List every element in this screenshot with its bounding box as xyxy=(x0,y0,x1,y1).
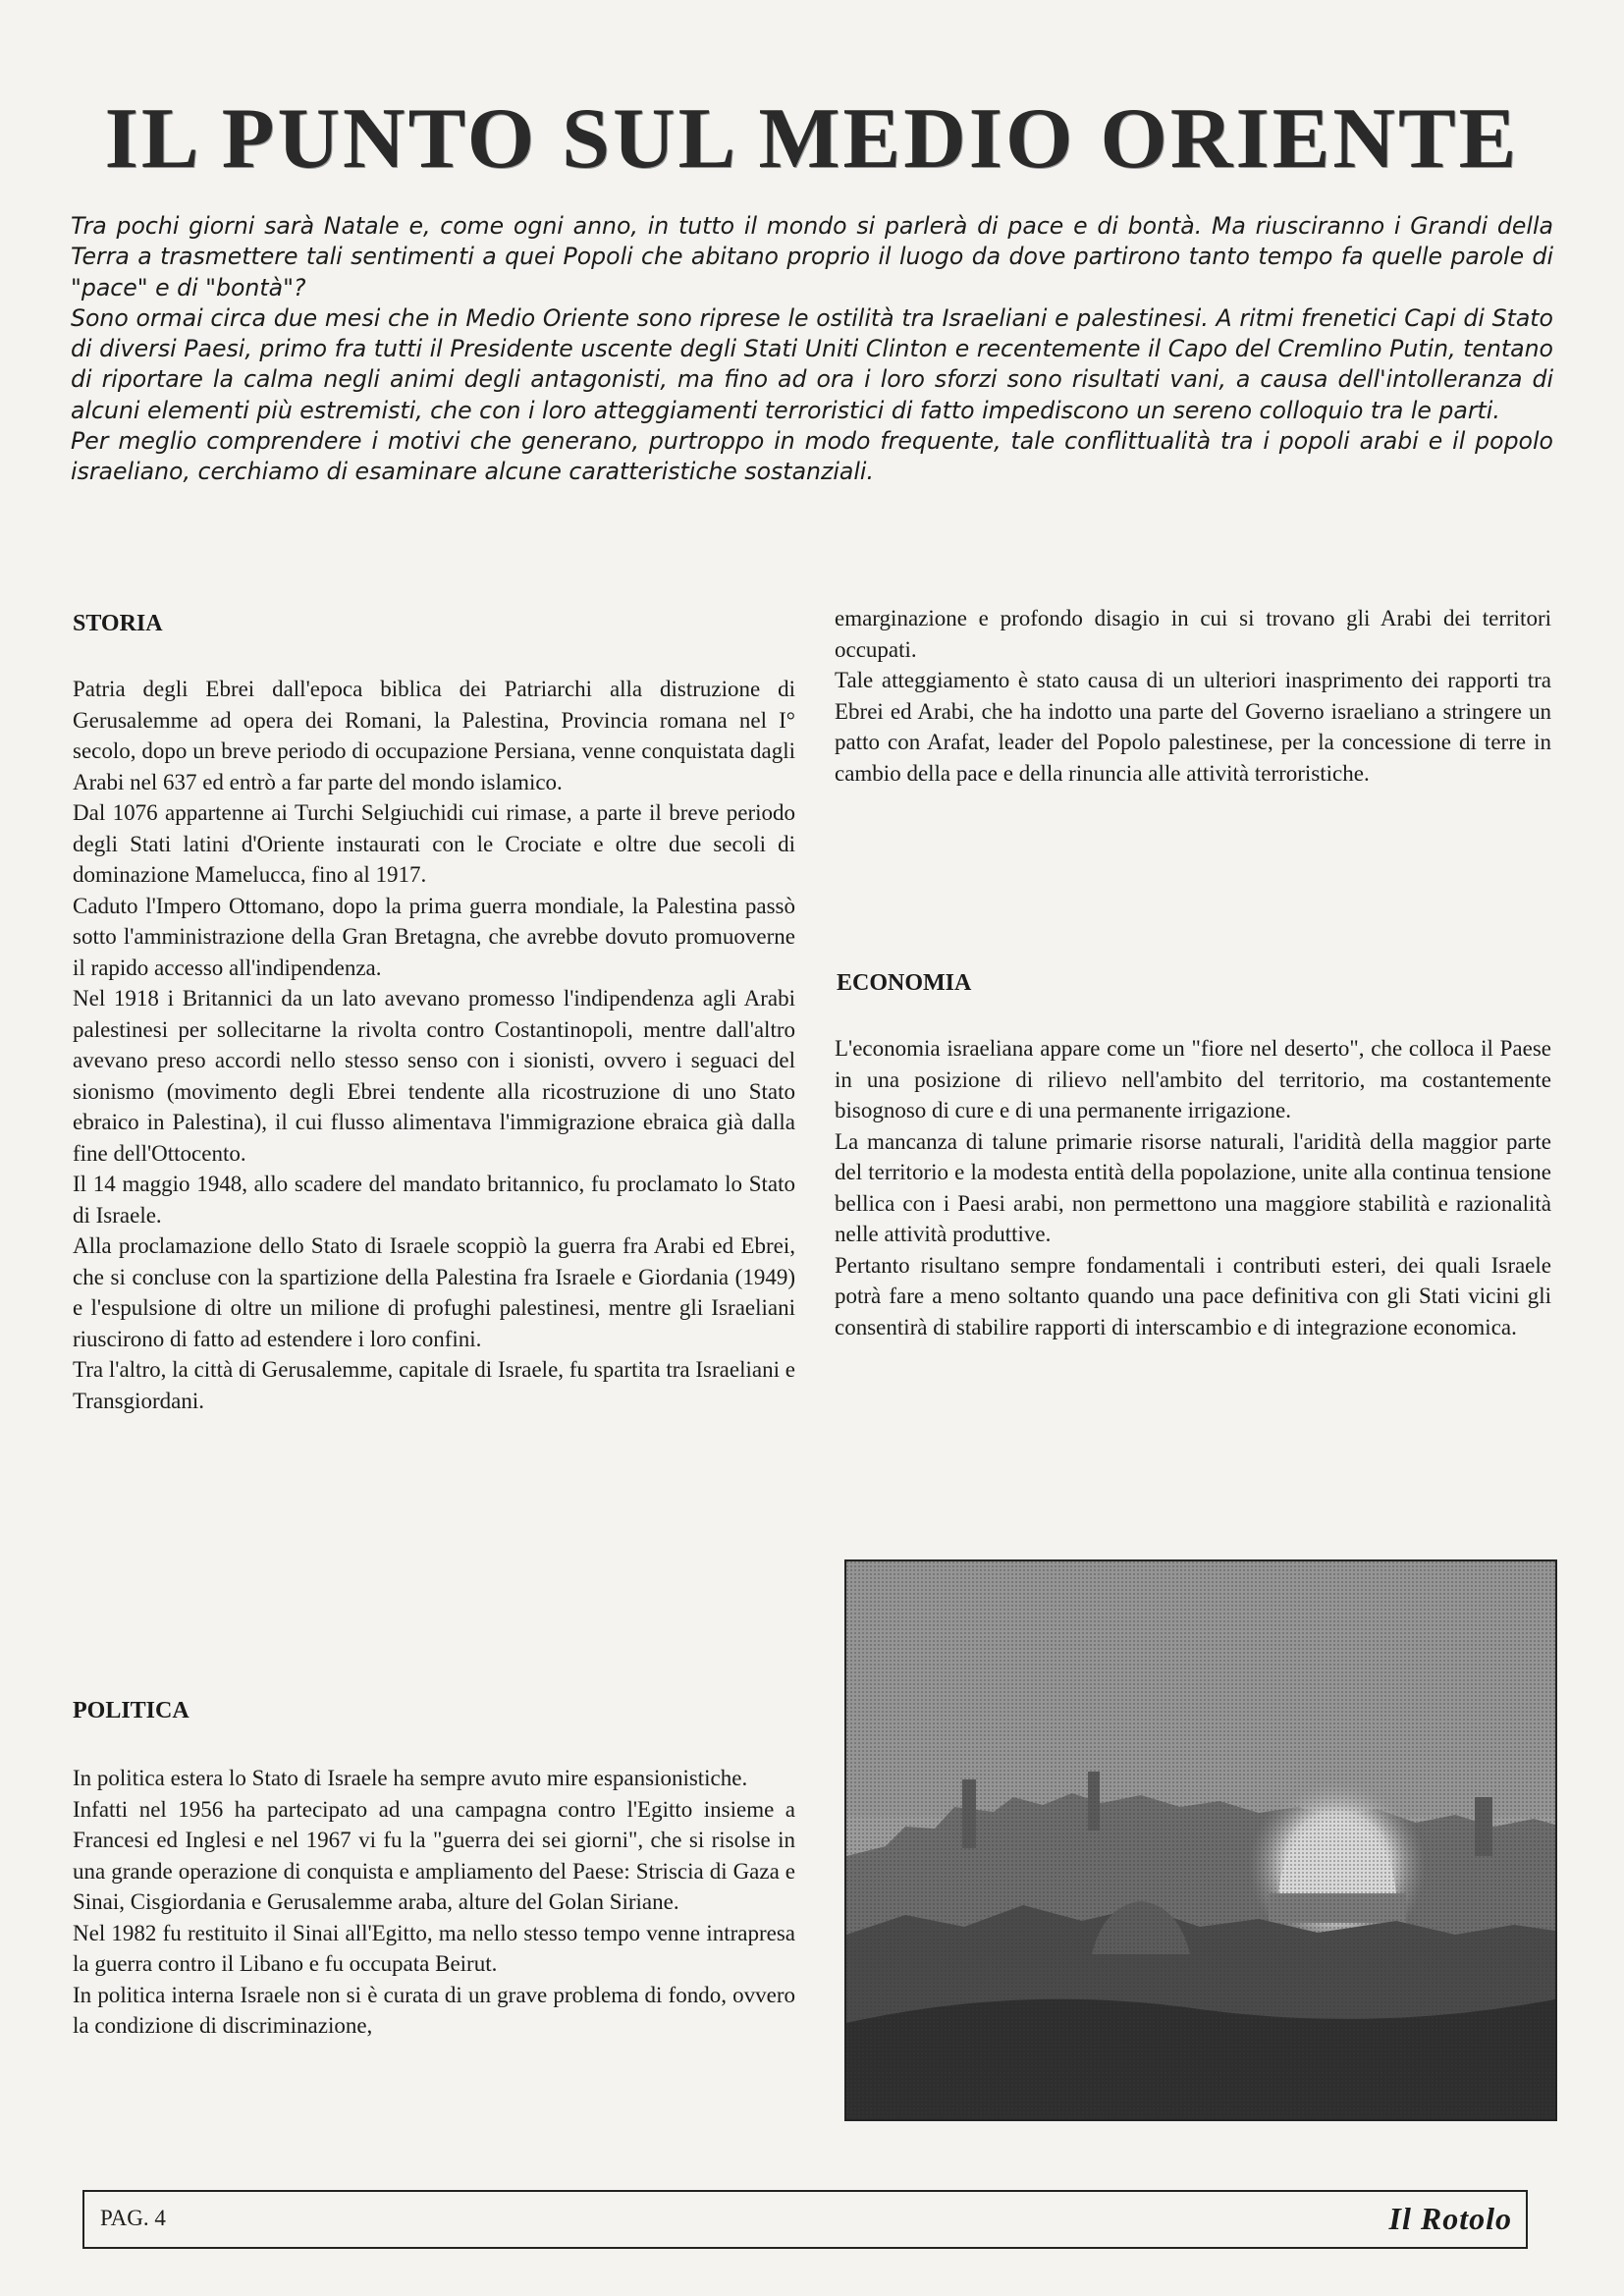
body-paragraph: Infatti nel 1956 ha partecipato ad una campagna contro l'Egitto insieme a Francesi ed Inglesi e nel 1967 vi fu la "guerra dei sei giorni", che si risolse in una grande operazione di conquista e ampliamento del Paese: Striscia di Gaza e Sinai, Cisgiordania e Gerusalemme araba, alture del Golan Siriane. xyxy=(73,1796,795,1914)
page-number: PAG. 4 xyxy=(100,2206,166,2230)
body-paragraph: Tale atteggiamento è stato causa di un ulteriori inasprimento dei rapporti tra Ebrei ed Arabi, che ha indotto una parte del Governo israeliano a stringere un patto con Arafat, leader del Popolo palestinese, per la concessione di terre in cambio della pace e della rinuncia alle attività terroristiche. xyxy=(835,668,1551,786)
page-title: IL PUNTO SUL MEDIO ORIENTE xyxy=(104,91,1520,187)
body-paragraph: Il 14 maggio 1948, allo scadere del mandato britannico, fu proclamato lo Stato di Israele. xyxy=(73,1172,795,1228)
body-paragraph: In politica estera lo Stato di Israele ha sempre avuto mire espansionistiche. xyxy=(73,1766,748,1790)
economia-body xyxy=(835,1033,1551,1342)
intro-text xyxy=(71,211,1553,488)
section-heading-storia: STORIA xyxy=(73,611,163,636)
intro-paragraph: Tra pochi giorni sarà Natale e, come ogni anno, in tutto il mondo si parlerà di pace e di bontà. Ma riusciranno i Grandi della Terra a trasmettere tali sentimenti a quei Popoli che abitano proprio il luogo da dove partirono tanto tempo fa quelle parole di "pace" e di "bontà"? xyxy=(71,212,1553,301)
body-paragraph: Pertanto risultano sempre fondamentali i contributi esteri, dei quali Israele potrà fare a meno soltanto quando una pace definitiva con gli Stati vicini gli consentirà di stabilire rapporti di interscambio e di integrazione economica. xyxy=(835,1252,1551,1339)
body-paragraph: Nel 1918 i Britannici da un lato avevano promesso l'indipendenza agli Arabi palestinesi per sollecitarne la rivolta contro Costantinopoli, mentre dall'altro avevano preso accordi nello stesso senso con i sionisti, ovvero i seguaci del sionismo (movimento degli Ebrei tendente alla ricostruzione di uno Stato ebraico in Palestina), il cui flusso alimentava l'immigrazione ebraica già dalla fine dell'Ottocento. xyxy=(73,986,795,1166)
body-paragraph: Nel 1982 fu restituito il Sinai all'Egitto, ma nello stesso tempo venne intrapresa la guerra contro il Libano e fu occupata Beirut. xyxy=(73,1920,795,1976)
section-heading-economia: ECONOMIA xyxy=(837,970,972,996)
publication-logo: Il Rotolo xyxy=(1388,2201,1512,2236)
photo-illustration xyxy=(846,1561,1555,2119)
section-heading-politica: POLITICA xyxy=(73,1698,189,1723)
body-paragraph: Caduto l'Impero Ottomano, dopo la prima guerra mondiale, la Palestina passò sotto l'amministrazione della Gran Bretagna, che avrebbe dovuto promuoverne il rapido accesso all'indipendenza. xyxy=(73,893,795,980)
body-paragraph: Alla proclamazione dello Stato di Israele scoppiò la guerra fra Arabi ed Ebrei, che si concluse con la spartizione della Palestina fra Israele e Giordania (1949) e l'espulsione di oltre un milione di profughi palestinesi, mentre gli Israeliani riuscirono di fatto ad estendere i loro confini. xyxy=(73,1233,795,1351)
intro-paragraph: Per meglio comprendere i motivi che generano, purtroppo in modo frequente, tale conflittualità tra i popoli arabi e il popolo israeliano, cerchiamo di esaminare alcune caratteristiche sostanziali. xyxy=(71,427,1553,486)
body-paragraph: L'economia israeliana appare come un "fiore nel deserto", che colloca il Paese in una posizione di rilievo nell'ambito del territorio, ma costantemente bisognoso di cure e di una permanente irrigazione. xyxy=(835,1036,1551,1122)
body-paragraph: Tra l'altro, la città di Gerusalemme, capitale di Israele, fu spartita tra Israeliani e Transgiordani. xyxy=(73,1357,795,1413)
body-paragraph: In politica interna Israele non si è curata di un grave problema di fondo, ovvero la condizione di discriminazione, xyxy=(73,1982,795,2038)
body-paragraph: La mancanza di talune primarie risorse naturali, l'aridità della maggior parte del territorio e la modesta entità della popolazione, unite alla continua tensione bellica con i Paesi arabi, non permettono una maggiore stabilità e razionalità nelle attività produttive. xyxy=(835,1128,1551,1246)
body-paragraph: Dal 1076 appartenne ai Turchi Selgiuchidi cui rimase, a parte il breve periodo degli Stati latini d'Oriente instaurati con le Crociate e oltre due secoli di dominazione Mamelucca, fino al 1917. xyxy=(73,800,795,887)
storia-body xyxy=(73,674,795,1416)
politica-body xyxy=(73,1763,795,2042)
body-paragraph: Patria degli Ebrei dall'epoca biblica dei Patriarchi alla distruzione di Gerusalemme ad opera dei Romani, la Palestina, Provincia romana nel I° secolo, dopo un breve periodo di occupazione Persiana, venne conquistata dagli Arabi nel 637 ed entrò a far parte del mondo islamico. xyxy=(73,677,795,794)
intro-paragraph: Sono ormai circa due mesi che in Medio Oriente sono riprese le ostilità tra Israeliani e palestinesi. A ritmi frenetici Capi di Stato di diversi Paesi, primo fra tutti il Presidente uscente degli Stati Uniti Clinton e recentemente il Capo del Cremlino Putin, tentano di riportare la calma negli animi degli antagonisti, ma fino ad ora i loro sforzi sono risultati vani, a causa dell'intolleranza di alcuni elementi più estremisti, che con i loro atteggiamenti terroristici di fatto impediscono un sereno colloquio tra le parti. xyxy=(71,303,1553,424)
page-footer xyxy=(82,2190,1528,2249)
politica-continuation xyxy=(835,603,1551,789)
jerusalem-dome-photo xyxy=(844,1559,1557,2121)
body-paragraph: emarginazione e profondo disagio in cui si trovano gli Arabi dei territori occupati. xyxy=(835,606,1551,662)
